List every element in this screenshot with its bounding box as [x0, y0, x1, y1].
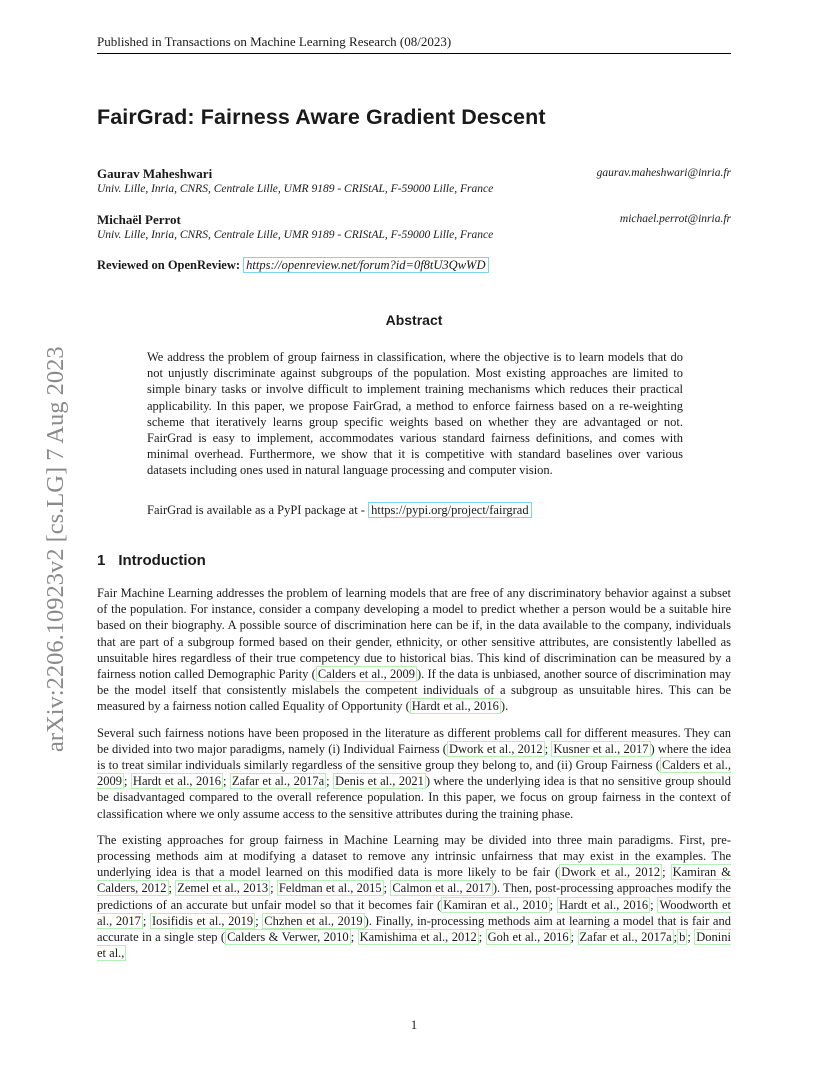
body-text: Fair Machine Learning addresses the problem of learning models that are free of any discriminatory behavior against a subset of the population. For instance, consider a company developing a model to predict whether a person would be a suitable hire based on their biography. A possible source of discrimination here can be if, in the data available to the company, individuals that are part of a subgroup formed based on their gender, ethnicity, or other sensitive attributes, are consistently labelled as unsuitable hires regardless of their true competency due to historical bias. This kind of discrimination can be measured by a fairness notion called Demographic Parity (: [97, 586, 731, 682]
body-text: Several such fairness notions have been proposed in the literature as different problems call for different measures. They can be divided into two major paradigms, namely (i) Individual Fairness (: [97, 725, 731, 756]
introduction-body: [97, 585, 731, 971]
citation-link[interactable]: Kamiran et al., 2010: [443, 897, 548, 912]
citation-link[interactable]: Hardt et al., 2016: [411, 699, 499, 714]
body-text: ) where the idea is to treat similar individuals similarly regardless of the sensitive group they belong to, and (ii) Group Fairness (: [97, 741, 731, 773]
body-text: ;: [544, 741, 552, 756]
author-name-1: Gaurav Maheshwari: [97, 166, 213, 181]
body-paragraph: [97, 832, 731, 962]
section-heading: [97, 552, 206, 569]
body-paragraph: [97, 585, 731, 715]
body-text: ;: [168, 881, 176, 896]
citation-link[interactable]: Iosifidis et al., 2019: [152, 913, 254, 928]
abstract-text-block: [147, 349, 683, 479]
body-text: ;: [662, 865, 671, 880]
body-text: ;: [383, 881, 391, 896]
citation-link[interactable]: Denis et al., 2021: [335, 774, 424, 789]
body-text: ;: [687, 930, 695, 945]
abstract-heading: Abstract: [385, 312, 443, 328]
body-text: ;: [350, 930, 358, 945]
citation-link[interactable]: Calmon et al., 2017: [392, 881, 491, 896]
citation-link[interactable]: Feldman et al., 2015: [278, 881, 382, 896]
paper-title: FairGrad: Fairness Aware Gradient Descent: [97, 105, 546, 129]
body-text: ;: [650, 897, 658, 912]
citation-link[interactable]: Kamiran & Calders, 2012: [97, 865, 732, 896]
body-text: ;: [326, 774, 334, 789]
page-number: 1: [410, 1018, 418, 1032]
body-text: ). Then, post-processing approaches modify the predictions of an accurate but unfair model so that it becomes fair (: [97, 881, 731, 912]
pypi-line: [147, 503, 532, 518]
citation-link[interactable]: Dwork et al., 2012: [448, 741, 543, 756]
citation-link[interactable]: Hardt et al., 2016: [132, 774, 221, 789]
section-number: 1: [97, 552, 106, 569]
body-text: ;: [673, 930, 678, 945]
body-text: ;: [270, 881, 277, 896]
reviewed-label: Reviewed on OpenReview:: [97, 258, 241, 272]
body-text: The existing approaches for group fairness in Machine Learning may be divided into three main paradigms. First, pre-processing methods aim at modifying a dataset to remove any intrinsic unfairness that may exist in the examples. The underlying idea is that a model learned on this modified data is more likely to be fair (: [97, 832, 731, 880]
body-paragraph: [97, 725, 731, 822]
body-text: ;: [124, 774, 131, 789]
body-text: ;: [223, 774, 230, 789]
body-text: ).: [500, 699, 509, 714]
citation-link[interactable]: b: [679, 930, 686, 945]
author-affiliation-1: Univ. Lille, Inria, CNRS, Centrale Lille, UMR 9189 - CRIStAL, F-59000 Lille, France: [97, 183, 494, 195]
citation-link[interactable]: Zafar et al., 2017a: [231, 774, 325, 789]
citation-link[interactable]: Chzhen et al., 2019: [264, 913, 363, 928]
header-rule: [97, 53, 731, 54]
citation-link[interactable]: Kamishima et al., 2012: [359, 930, 477, 945]
body-text: ;: [570, 930, 578, 945]
reviewed-line: [97, 258, 489, 273]
author-affiliation-2: Univ. Lille, Inria, CNRS, Centrale Lille, UMR 9189 - CRIStAL, F-59000 Lille, France: [97, 229, 494, 241]
abstract-text: We address the problem of group fairness in classification, where the objective is to learn models that do not unjustly discriminate against subgroups of the population. Most existing approaches are limited to simple binary tasks or involve difficult to implement training mechanisms which reduces their practical applicability. In this paper, we propose FairGrad, a method to enforce fairness based on a re-weighting scheme that iteratively learns group specific weights based on whether they are advantaged or not. FairGrad is easy to implement, accommodates various standard fairness definitions, and comes with minimal overhead. Furthermore, we show that it is competitive with standard baselines over various datasets including ones used in natural language processing and computer vision.: [147, 350, 683, 478]
citation-link[interactable]: Zafar et al., 2017a: [579, 930, 672, 945]
citation-link[interactable]: Zemel et al., 2013: [177, 881, 269, 896]
pypi-prefix: FairGrad is available as a PyPI package at -: [147, 503, 365, 517]
body-text: ;: [142, 913, 151, 928]
author-email-1[interactable]: gaurav.maheshwari@inria.fr: [596, 167, 731, 179]
body-text: ;: [478, 930, 486, 945]
author-email-2[interactable]: michael.perrot@inria.fr: [619, 213, 731, 225]
body-text: ;: [549, 897, 557, 912]
body-text: ) where the underlying idea is that no sensitive group should be disadvantaged compared to the overall reference population. In this paper, we focus on group fairness in the context of classification where we only assume access to the sensitive attributes during the training phase.: [97, 774, 731, 821]
section-title: Introduction: [118, 552, 206, 569]
author-name-2: Michaël Perrot: [97, 212, 181, 227]
body-text: ). If the data is unbiased, another source of discrimination may be the model itself that consistently mislabels the competent individuals of a subgroup as unsuitable hires. This can be measured by a fairness notion called Equality of Opportunity (: [97, 667, 731, 714]
body-text: ). Finally, in-processing methods aim at learning a model that is fair and accurate in a single step (: [97, 913, 731, 945]
citation-link[interactable]: Kusner et al., 2017: [553, 741, 649, 756]
pypi-link[interactable]: https://pypi.org/project/fairgrad: [368, 502, 532, 518]
running-header: Published in Transactions on Machine Learning Research (08/2023): [97, 34, 452, 49]
citation-link[interactable]: Woodworth et al., 2017: [97, 897, 731, 928]
body-text: ;: [255, 913, 263, 928]
openreview-link[interactable]: https://openreview.net/forum?id=0f8tU3QwWD: [243, 257, 488, 273]
citation-link[interactable]: Hardt et al., 2016: [558, 897, 649, 912]
citation-link[interactable]: Goh et al., 2016: [487, 930, 569, 945]
citation-link[interactable]: Calders & Verwer, 2010: [227, 930, 349, 945]
citation-link[interactable]: Calders et al., 2009: [97, 758, 731, 789]
citation-link[interactable]: Calders et al., 2009: [317, 667, 415, 682]
citation-link[interactable]: Donini et al.,: [97, 930, 731, 961]
citation-link[interactable]: Dwork et al., 2012: [561, 865, 661, 880]
arxiv-stamp: arXiv:2206.10923v2 [cs.LG] 7 Aug 2023: [42, 346, 69, 752]
